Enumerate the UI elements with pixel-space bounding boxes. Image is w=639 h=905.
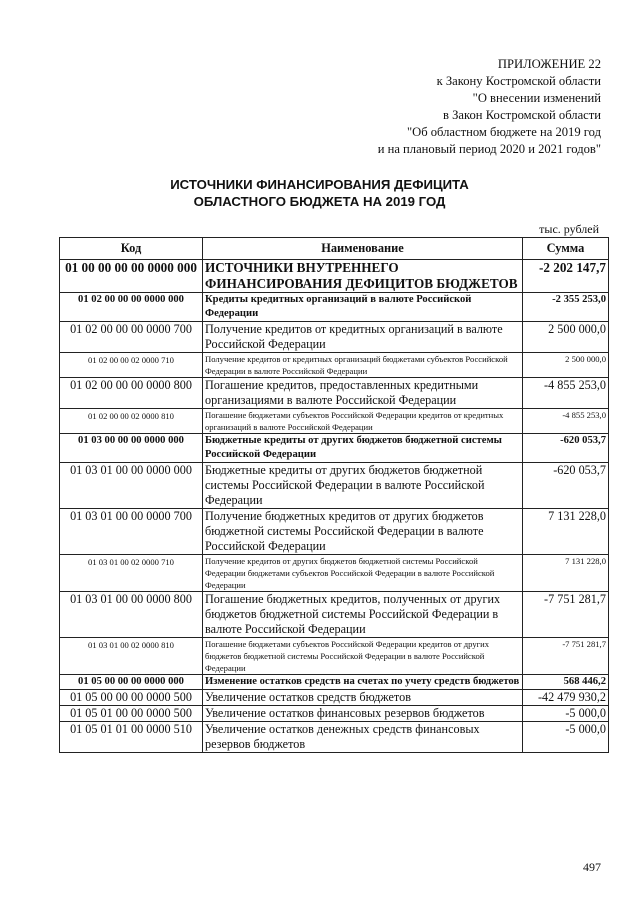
appendix-line: ПРИЛОЖЕНИЕ 22 — [497, 57, 601, 71]
row-code: 01 03 01 00 02 0000 810 — [60, 638, 203, 675]
header-sum: Сумма — [523, 238, 609, 260]
table-row — [60, 638, 609, 675]
appendix-line: и на плановый период 2020 и 2021 годов" — [377, 142, 601, 156]
row-name: Кредиты кредитных организаций в валюте Российской Федерации — [203, 293, 523, 322]
header-name: Наименование — [203, 238, 523, 260]
row-code: 01 03 01 00 00 0000 000 — [60, 463, 203, 509]
row-code: 01 02 00 00 00 0000 000 — [60, 293, 203, 322]
row-code: 01 03 01 00 00 0000 800 — [60, 592, 203, 638]
table-row — [60, 463, 609, 509]
title-line-1: ИСТОЧНИКИ ФИНАНСИРОВАНИЯ ДЕФИЦИТА — [170, 177, 469, 192]
row-sum: -2 355 253,0 — [523, 293, 609, 322]
row-sum: 7 131 228,0 — [523, 555, 609, 592]
row-name: Увеличение остатков денежных средств финансовых резервов бюджетов — [203, 722, 523, 753]
row-sum: 2 500 000,0 — [523, 353, 609, 378]
row-name: Погашение бюджетных кредитов, полученных от других бюджетов бюджетной системы Российской Федерации в валюте Российской Федерации — [203, 592, 523, 638]
budget-sources-table — [59, 237, 609, 753]
row-sum: -4 855 253,0 — [523, 378, 609, 409]
table-header-row — [60, 238, 609, 260]
row-sum: 7 131 228,0 — [523, 509, 609, 555]
row-code: 01 03 01 00 00 0000 700 — [60, 509, 203, 555]
appendix-line: к Закону Костромской области — [436, 74, 601, 88]
row-name: Получение кредитов от кредитных организаций бюджетами субъектов Российской Федерации в валюте Российской Федерации — [203, 353, 523, 378]
units-label: тыс. рублей — [539, 222, 599, 236]
row-sum: -42 479 930,2 — [523, 690, 609, 706]
table-row — [60, 322, 609, 353]
row-sum: 568 446,2 — [523, 675, 609, 690]
appendix-block — [378, 56, 601, 158]
row-name: Получение бюджетных кредитов от других бюджетов бюджетной системы Российской Федерации в валюте Российской Федерации — [203, 509, 523, 555]
row-name: ИСТОЧНИКИ ВНУТРЕННЕГО ФИНАНСИРОВАНИЯ ДЕФИЦИТОВ БЮДЖЕТОВ — [203, 260, 523, 293]
row-code: 01 03 00 00 00 0000 000 — [60, 434, 203, 463]
table-row — [60, 409, 609, 434]
row-sum: -620 053,7 — [523, 463, 609, 509]
table-row — [60, 722, 609, 753]
row-sum: 2 500 000,0 — [523, 322, 609, 353]
row-name: Изменение остатков средств на счетах по учету средств бюджетов — [203, 675, 523, 690]
table-row — [60, 706, 609, 722]
page-number: 497 — [583, 860, 601, 874]
row-code: 01 02 00 00 02 0000 810 — [60, 409, 203, 434]
row-code: 01 03 01 00 02 0000 710 — [60, 555, 203, 592]
row-name: Увеличение остатков средств бюджетов — [203, 690, 523, 706]
title-line-2: ОБЛАСТНОГО БЮДЖЕТА НА 2019 ГОД — [193, 194, 446, 209]
row-code: 01 05 00 00 00 0000 000 — [60, 675, 203, 690]
row-code: 01 05 00 00 00 0000 500 — [60, 690, 203, 706]
table-row — [60, 555, 609, 592]
row-code: 01 05 01 00 00 0000 500 — [60, 706, 203, 722]
row-code: 01 05 01 01 00 0000 510 — [60, 722, 203, 753]
table-row — [60, 434, 609, 463]
appendix-line: "О внесении изменений — [472, 91, 601, 105]
row-name: Погашение бюджетами субъектов Российской Федерации кредитов от других бюджетов бюджетной системы Российской Федерации в валюте Российской Федерации — [203, 638, 523, 675]
row-sum: -4 855 253,0 — [523, 409, 609, 434]
row-name: Получение кредитов от кредитных организаций в валюте Российской Федерации — [203, 322, 523, 353]
appendix-line: "Об областном бюджете на 2019 год — [406, 125, 601, 139]
row-sum: -7 751 281,7 — [523, 592, 609, 638]
table-row — [60, 260, 609, 293]
table-row — [60, 378, 609, 409]
table-row — [60, 592, 609, 638]
row-name: Получение кредитов от других бюджетов бюджетной системы Российской Федерации бюджетами субъектов Российской Федерации в валюте Российской Федерации — [203, 555, 523, 592]
table-row — [60, 509, 609, 555]
row-name: Погашение бюджетами субъектов Российской Федерации кредитов от кредитных организаций в валюте Российской Федерации — [203, 409, 523, 434]
row-code: 01 02 00 00 00 0000 700 — [60, 322, 203, 353]
row-name: Бюджетные кредиты от других бюджетов бюджетной системы Российской Федерации — [203, 434, 523, 463]
table-row — [60, 293, 609, 322]
row-name: Увеличение остатков финансовых резервов бюджетов — [203, 706, 523, 722]
row-code: 01 00 00 00 00 0000 000 — [60, 260, 203, 293]
table-body — [60, 260, 609, 753]
header-code: Код — [60, 238, 203, 260]
row-sum: -5 000,0 — [523, 722, 609, 753]
row-name: Бюджетные кредиты от других бюджетов бюджетной системы Российской Федерации в валюте Российской Федерации — [203, 463, 523, 509]
table-row — [60, 675, 609, 690]
row-name: Погашение кредитов, предоставленных кредитными организациями в валюте Российской Федерации — [203, 378, 523, 409]
table-row — [60, 353, 609, 378]
table-row — [60, 690, 609, 706]
row-sum: -2 202 147,7 — [523, 260, 609, 293]
row-code: 01 02 00 00 02 0000 710 — [60, 353, 203, 378]
document-title — [0, 176, 639, 210]
row-sum: -5 000,0 — [523, 706, 609, 722]
appendix-line: в Закон Костромской области — [443, 108, 601, 122]
row-sum: -7 751 281,7 — [523, 638, 609, 675]
row-code: 01 02 00 00 00 0000 800 — [60, 378, 203, 409]
row-sum: -620 053,7 — [523, 434, 609, 463]
